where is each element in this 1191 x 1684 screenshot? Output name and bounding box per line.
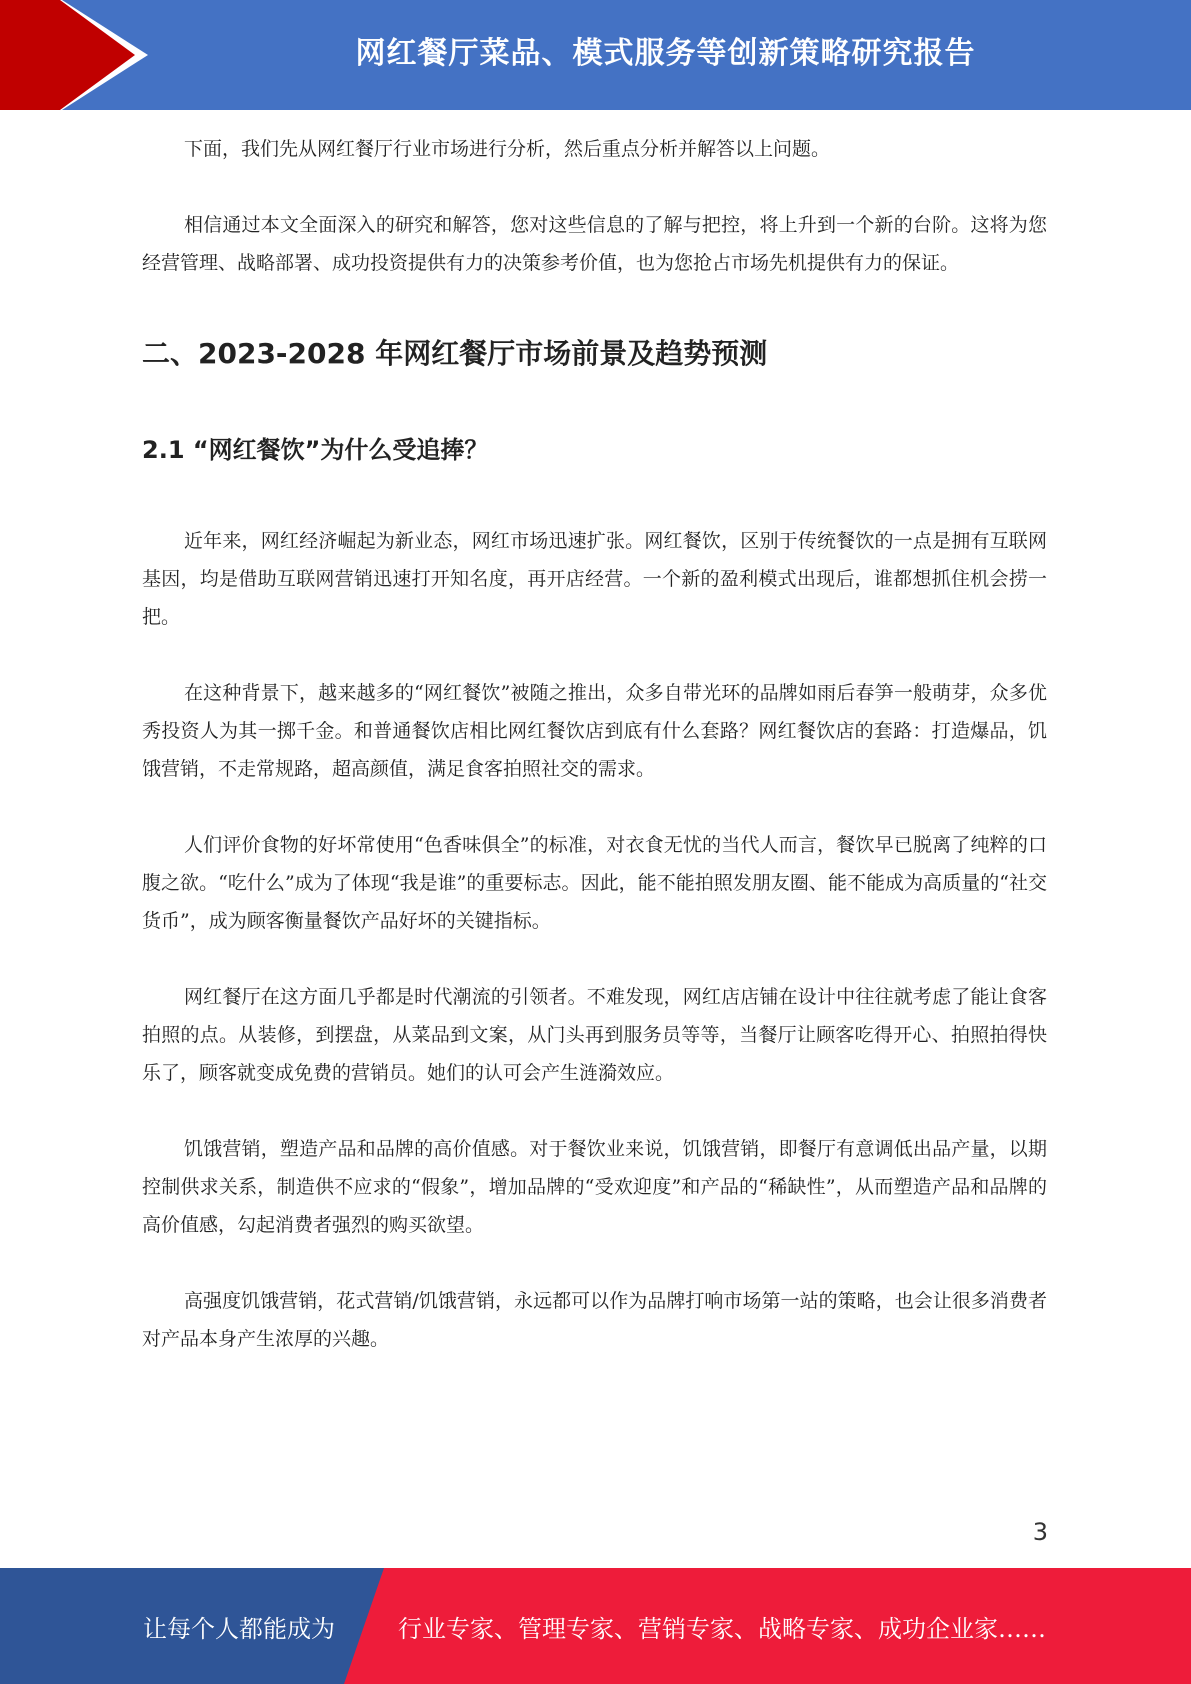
header-title: 网红餐厅菜品、模式服务等创新策略研究报告 <box>355 36 976 71</box>
body-paragraph-5: 饥饿营销，塑造产品和品牌的高价值感。对于餐饮业来说，饥饿营销，即餐厅有意调低出品产量，以期控制供求关系，制造供不应求的“假象”，增加品牌的“受欢迎度”和产品的“稀缺性”，从而塑造产品和品牌的高价值感，勾起消费者强烈的购买欲望。 <box>142 1138 1047 1236</box>
body-paragraph-1: 近年来，网红经济崛起为新业态，网红市场迅速扩张。网红餐饮，区别于传统餐饮的一点是拥有互联网基因，均是借助互联网营销迅速打开知名度，再开店经营。一个新的盈利模式出现后，谁都想抓住机会捞一把。 <box>142 530 1047 628</box>
subsection-heading: 2.1 “网红餐饮”为什么受追捧？ <box>142 436 489 464</box>
body-paragraph-4: 网红餐厅在这方面几乎都是时代潮流的引领者。不难发现，网红店店铺在设计中往往就考虑了能让食客拍照的点。从装修，到摆盘，从菜品到文案，从门头再到服务员等等，当餐厅让顾客吃得开心、拍照拍得快乐了，顾客就变成免费的营销员。她们的认可会产生涟漪效应。 <box>142 986 1047 1084</box>
page-number: 3 <box>1032 1518 1048 1546</box>
footer-slogan-left: 让每个人都能成为 <box>143 1614 335 1643</box>
intro-paragraph-2: 相信通过本文全面深入的研究和解答，您对这些信息的了解与把控，将上升到一个新的台阶。这将为您经营管理、战略部署、成功投资提供有力的决策参考价值，也为您抢占市场先机提供有力的保证。 <box>142 214 1047 274</box>
body-paragraph-3: 人们评价食物的好坏常使用“色香味俱全”的标准，对衣食无忧的当代人而言，餐饮早已脱离了纯粹的口腹之欲。“吃什么”成为了体现“我是谁”的重要标志。因此，能不能拍照发朋友圈、能不能成为高质量的“社交货币”，成为顾客衡量餐饮产品好坏的关键指标。 <box>142 834 1047 932</box>
body-paragraph-6: 高强度饥饿营销，花式营销/饥饿营销，永远都可以作为品牌打响市场第一站的策略，也会让很多消费者对产品本身产生浓厚的兴趣。 <box>142 1290 1047 1350</box>
page-header <box>0 0 1191 110</box>
body-paragraph-2: 在这种背景下，越来越多的“网红餐饮”被随之推出，众多自带光环的品牌如雨后春笋一般萌芽，众多优秀投资人为其一掷千金。和普通餐饮店相比网红餐饮店到底有什么套路？网红餐饮店的套路：打造爆品，饥饿营销，不走常规路，超高颜值，满足食客拍照社交的需求。 <box>142 682 1047 780</box>
page-content <box>142 130 1047 1358</box>
page-footer <box>0 1568 1191 1684</box>
footer-slogan-right: 行业专家、管理专家、营销专家、战略专家、成功企业家…… <box>398 1614 1046 1643</box>
intro-paragraph-1: 下面，我们先从网红餐厅行业市场进行分析，然后重点分析并解答以上问题。 <box>184 138 831 160</box>
section-heading: 二、2023-2028 年网红餐厅市场前景及趋势预测 <box>142 337 768 370</box>
